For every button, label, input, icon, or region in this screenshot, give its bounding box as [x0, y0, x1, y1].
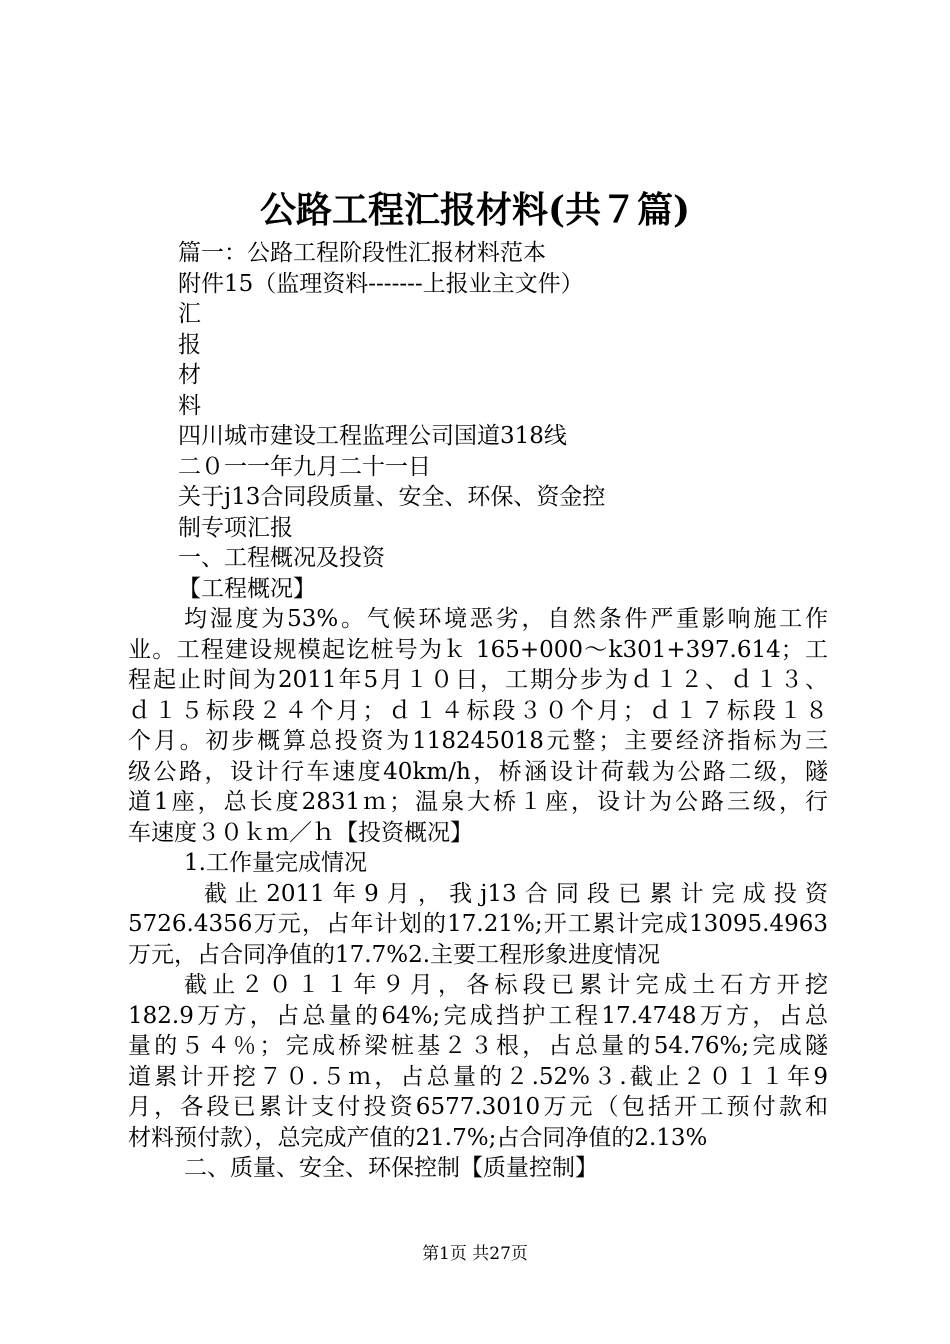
text-line: 一、工程概况及投资	[178, 545, 385, 571]
text-line: 汇	[178, 301, 201, 327]
text-line: 道1座，总长度2831ｍ；温泉大桥１座，设计为公路三级，行	[128, 789, 828, 815]
text-line: 级公路，设计行车速度40km/h，桥涵设计荷载为公路二级，隧	[128, 758, 828, 785]
text-line: 材料预付款），总完成产值的21.7%;占合同净值的2.13%	[128, 1124, 708, 1151]
text-line: 道累计开挖７０.５ｍ，占总量的２.52%３.截止２０１１年9	[128, 1063, 828, 1090]
text-line: 二、质量、安全、环保控制【质量控制】	[184, 1155, 598, 1181]
text-line: 量的５４％；完成桥梁桩基２３根，占总量的54.76%;完成隧	[128, 1033, 828, 1059]
text-line: 月，各段已累计支付投资6577.3010万元（包括开工预付款和	[128, 1094, 828, 1120]
text-line: 截止2011年9月，我j13合同段已累计完成投资	[204, 880, 828, 907]
text-line: 四川城市建设工程监理公司国道318线	[178, 423, 567, 449]
text-line: 5726.4356万元，占年计划的17.21%;开工累计完成13095.4963	[128, 911, 828, 937]
page-footer: 第1页 共27页	[422, 1244, 528, 1264]
text-line: 182.9万方，占总量的64%;完成挡护工程17.4748万方，占总	[128, 1002, 828, 1029]
text-line: 1.工作量完成情况	[184, 850, 367, 876]
text-line: 附件15（监理资料-------上报业主文件）	[178, 270, 584, 297]
text-line: 业。工程建设规模起讫桩号为ｋ 165+000～k301+397.614；工	[128, 636, 828, 663]
text-line: 二０一一年九月二十一日	[178, 453, 431, 480]
text-line: 报	[178, 331, 201, 358]
text-line: 万元，占合同净值的17.7%2.主要工程形象进度情况	[128, 941, 661, 968]
text-line: 个月。初步概算总投资为118245018元整；主要经济指标为三	[128, 728, 828, 754]
text-line: 关于j13合同段质量、安全、环保、资金控	[178, 484, 606, 510]
text-line: 材	[178, 362, 201, 388]
text-line: 均湿度为53%。气候环境恶劣，自然条件严重影响施工作	[184, 606, 828, 632]
document-title: 公路工程汇报材料(共７篇)	[259, 189, 691, 231]
document-body	[128, 238, 828, 1184]
text-line: 制专项汇报	[178, 514, 293, 541]
text-line: 【工程概况】	[178, 575, 316, 602]
text-line: 截止２０１１年９月，各标段已累计完成土石方开挖	[184, 972, 828, 998]
text-line: ｄ１５标段２４个月；ｄ１４标段３０个月；ｄ１７标段１８	[128, 697, 828, 724]
text-line: 程起止时间为2011年5月１０日，工期分步为ｄ１２、ｄ１３、	[128, 667, 828, 693]
text-line: 料	[178, 392, 201, 419]
text-line: 篇一：公路工程阶段性汇报材料范本	[178, 240, 546, 266]
text-line: 车速度３０ｋｍ／ｈ【投资概况】	[128, 819, 473, 846]
